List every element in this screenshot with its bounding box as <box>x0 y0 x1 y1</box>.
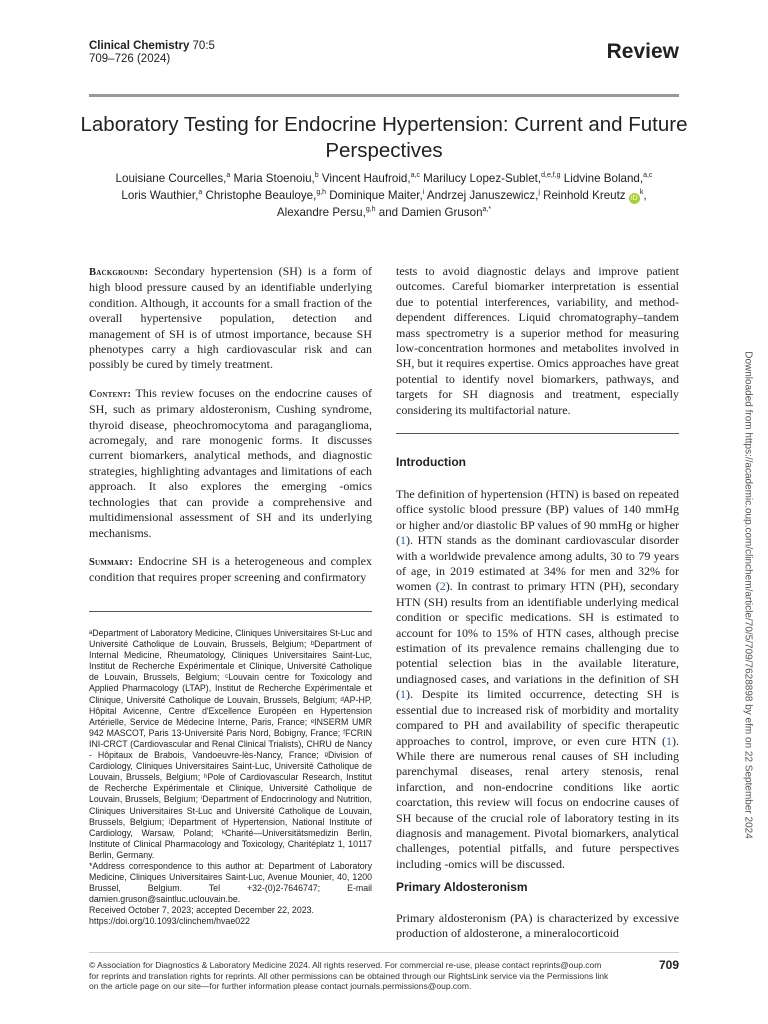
content-label: Content: <box>89 388 132 400</box>
orcid-icon[interactable]: iD <box>629 193 640 204</box>
journal-pages: 709–726 (2024) <box>89 53 171 65</box>
author: Marilucy Lopez-Sublet,$^{d,e,f,g}$ <box>419 172 561 185</box>
abstract-content: Content: This review focuses on the endocrine causes of SH, such as primary aldosteronism, Cushing syndrome, thyroid disease, pheochromocytoma and paraganglioma, acromegaly, and rare monogenic forms. It discusses current biomarkers, analytical methods, and diagnostic strategies, highlighting advantages and limitations of each approach. It also explores the emerging -omics technologies that can provide a comprehensive and multidimensional assessment of SH and its underlying mechanisms. <box>89 385 372 540</box>
header-divider <box>89 94 679 97</box>
primary-aldosteronism-text: Primary aldosteronism (PA) is characterized by excessive production of aldosterone, a mineralocorticoid <box>396 911 679 941</box>
introduction-heading: Introduction <box>396 455 466 469</box>
reference-link[interactable]: 1 <box>400 687 406 702</box>
author: Vincent Haufroid,$^{a,c}$ <box>318 172 420 185</box>
reference-link[interactable]: 1 <box>400 533 406 548</box>
doi-link[interactable]: https://doi.org/10.1093/clinchem/hvae022 <box>89 916 250 927</box>
affiliations <box>89 628 372 928</box>
reference-link[interactable]: 2 <box>439 579 446 594</box>
journal-citation <box>89 40 215 66</box>
footer-divider <box>89 952 679 953</box>
author: Dominique Maiter,$^i$ <box>326 189 425 202</box>
author: Loris Wauthier,$^a$ <box>121 189 203 202</box>
author: Christophe Beauloye,$^{g,h}$ <box>202 189 327 202</box>
reference-link[interactable]: 1 <box>666 733 672 748</box>
abstract-summary: Summary: Endocrine SH is a heterogeneous and complex condition that requires proper screening and confirmatory <box>89 553 372 585</box>
abstract <box>89 264 372 599</box>
copyright-notice: © Association for Diagnostics & Laboratory Medicine 2024. All rights reserved. For commercial re-use, please contact reprints@oup.com for reprints and translation rights for reprints. All other permissions can be obtained through our RightsLink service via the Permissions link on the article page on our site—for further information please contact journals.permissions@oup.com. <box>89 960 609 991</box>
journal-volume: 70:5 <box>189 40 215 52</box>
correspondence: *Address correspondence to this author at: Department of Laboratory Medicine, Cliniques Universitaires Saint-Luc, Avenue Mounier, 40, 1200 Brussel, Belgium. Tel +32-(0)2-7646747; E-mail damien.gruson@saintluc.uclouvain.be. <box>89 860 372 905</box>
summary-continuation: tests to avoid diagnostic delays and improve patient outcomes. Careful biomarker interpretation is essential due to potential interferences, variability, and method-dependent differences. Liquid chromatography–tandem mass spectrometry is a superior method for measuring low-concentration hormones and metabolites involved in SH, but it requires expertise. Omics approaches have great potential to identify novel biomarkers, pathways, and targets for SH diagnosis and treatment, especially considering its multifactorial nature. <box>396 264 679 417</box>
page-number: 709 <box>658 958 679 972</box>
background-label: Background: <box>89 267 149 278</box>
abstract-continuation <box>396 264 679 431</box>
journal-name: Clinical Chemistry <box>89 40 190 52</box>
section-divider <box>396 433 679 434</box>
author: Lidvine Boland,$^{a,c}$ <box>560 172 653 185</box>
article-title: Laboratory Testing for Endocrine Hypertension: Current and Future Perspectives <box>80 113 688 162</box>
abstract-background: Background: Secondary hypertension (SH) is a form of high blood pressure caused by an identifiable underlying condition. Although, it accounts for a small fraction of the overall hypertensive population, detection and management of SH is of utmost importance, because SH phenotypes carry a high cardiovascular risk and can possibly be cured by timely treatment. <box>89 264 372 372</box>
received-dates: Received October 7, 2023; accepted December 22, 2023. <box>89 905 314 916</box>
author: Alexandre Persu,$^{g,h}$ <box>276 206 376 219</box>
download-watermark: Downloaded from https://academic.oup.com/clinchem/article/70/5/709/7628898 by efm on 22 September 2024 <box>742 351 754 839</box>
author: Louisiane Courcelles,$^a$ <box>115 172 231 185</box>
affiliation-list: ᵃDepartment of Laboratory Medicine, Cliniques Universitaires St-Luc and Université Catholique de Louvain, Brussels, Belgium; ᵇDepartment of Internal Medicine, Rheumatology, Cliniques Universitaires Saint-Luc, Institut de Recherche Expérimentale et Clinique, Université Catholique de Louvain, Brussels, Belgium; ᶜLouvain centre for Toxicology and Applied Pharmacology (LTAP), Institut de Recherche Expérimentale et Clinique, Université Catholique de Louvain, Brussels, Belgium; ᵈAP-HP, Hôpital Avicenne, Centre d'Excellence Européen en Hypertension Artérielle, Service de Médecine Interne, Paris, France; ᵉINSERM UMR 942 MASCOT, Paris 13-Université Paris Nord, Bobigny, France; ᶠFCRIN INI-CRCT (Cardiovascular and Renal Clinical Trialists), CHRU de Nancy - Hôpitaux de Brabois, Vandoeuvre-lès-Nancy, France; ᵍDivision of Cardiology, Cliniques Universitaires Saint-Luc, Université Catholique de Louvain, Brussels, Belgium; ʰPole of Cardiovascular Research, Institut de Recherche Expérimentale et Clinique, Université Catholique de Louvain, Brussels, Belgium; ⁱDepartment of Endocrinology and Nutrition, Cliniques Universitaires St-Luc and Université Catholique de Louvain, Brussels, Belgium; ʲDepartment of Hypertension, National Institute of Cardiology, Warsaw, Poland; ᵏCharité—Universitätsmedizin Berlin, Institute of Clinical Pharmacology and Toxicology, Charitéplatz 1, 10117 Berlin, Germany. <box>89 628 372 860</box>
author: Andrzej Januszewicz,$^j$ <box>424 189 540 202</box>
abstract-divider <box>89 611 372 612</box>
author: Reinhold Kreutz $iD^k$, <box>539 189 647 202</box>
section-label: Review <box>606 40 679 63</box>
summary-label: Summary: <box>89 556 134 568</box>
author: and Damien Gruson$^{a,*}$ <box>375 206 492 219</box>
introduction-text: The definition of hypertension (HTN) is based on repeated office systolic blood pressure (BP) values of 140 mmHg or higher and/or diastolic BP values of 90 mmHg or higher (1). HTN stands as the dominant cardiovascular disorder with a worldwide prevalence among adults, 30 to 79 years of age, in 2019 estimated at 34% for men and 32% for women (2). In contrast to primary HTN (PH), secondary HTN (SH) results from an identifiable underlying medical condition or specific medications. SH is estimated to account for 10% to 15% of HTN cases, although precise estimation of its prevalence remains challenging due to potential selection bias in the available literature, undiagnosed cases, and variations in the definition of SH (1). Despite its limited occurrence, detecting SH is essential due to increased risk of morbidity and mortality compared to PH and availability of specific therapeutic approaches to control, improve, or even cure HTN (1). While there are numerous renal causes of SH including parenchymal diseases, renal artery stenosis, renal infarction, and non-endocrine conditions like aortic coarctation, this review will focus on endocrine causes of SH because of the crucial role of laboratory testing in its diagnosis and management. Pivotal biomarkers, analytical challenges, potential pitfalls, and future perspectives including -omics will be discussed. <box>396 487 680 871</box>
author-list <box>90 170 678 221</box>
primary-aldosteronism-heading: Primary Aldosteronism <box>396 880 528 894</box>
author: Maria Stoenoiu,$^b$ <box>230 172 319 185</box>
